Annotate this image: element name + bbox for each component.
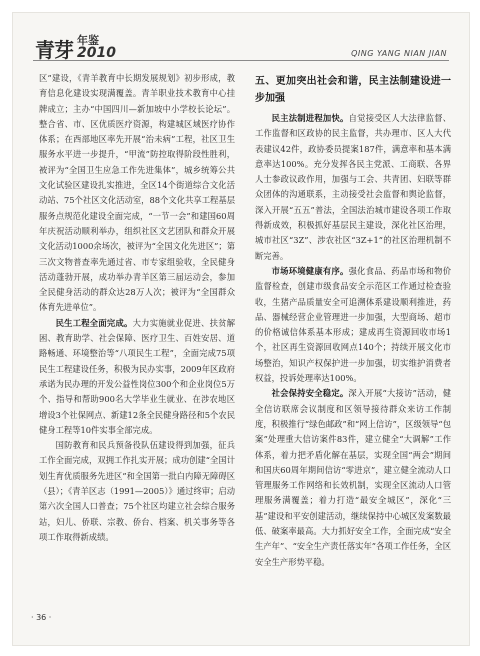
- header-pinyin: QING YANG NIAN JIAN: [351, 49, 447, 58]
- left-paragraph-2: [39, 316, 235, 438]
- logo-year: 2010: [77, 45, 116, 61]
- right-paragraph-1-body: 自觉接受区人大法律监督、工作监督和区政协的民主监督，共办理市、区人大代表建议42件，政协委员提案187件，满意率和基本满意率达100%。充分发挥各民主党派、工商联、各界人士参政议政作用，加强与工会、共青团、妇联等群众团体的沟通联系，主动接受社会监督和舆论监督，深入开展“五五”普法，全国法治城市建设各项工作取得新成效，积极抓好基层民主建设，深化社区治理，城市社区“3Z”、涉农社区“3Z+1”的社区治理机制不断完善。: [255, 113, 451, 261]
- left-paragraph-1: 区”建设，《青羊教育中长期发展规划》初步形成，教育信息化建设实现满覆盖。青羊职业技术教育中心挂牌成立；主办“中国四川—新加坡中小学校长论坛”。整合省、市、区优质医疗资源，构建城区域医疗协作体系；在西部地区率先开展“治未病”工程，社区卫生服务水平进一步提升，“甲流”防控取得阶段性胜利，被评为“全国卫生应急工作先进集体”，城乡统筹公共文化试验区建设扎实推进，全区14个街道综合文化活动站、75个社区文化活动室，88个文化共享工程基层服务点规范化建设全面完成，“一节一会”和建国60周年庆祝活动顺利举办，组织社区文艺团队和群众开展文化活动1000余场次，被评为“全国文化先进区”；第三次文物普查率先通过省、市专家组验收，全民健身活动蓬勃开展，成功举办青羊区第三届运动会，参加全民健身活动的群众达28万人次；被评为“全国群众体育先进单位”。: [39, 73, 235, 313]
- right-paragraph-2-lead: 市场环境健康有序。: [271, 265, 349, 276]
- left-column: [39, 71, 235, 545]
- page-number: · 36 ·: [31, 613, 52, 622]
- page-header: [13, 13, 469, 63]
- header-divider: [33, 60, 449, 61]
- logo-main-text: 青芽: [35, 38, 73, 62]
- right-paragraph-3-lead: 社会保持安全稳定。: [271, 388, 349, 399]
- section-title: 五、更加突出社会和谐，民主法制建设进一步加强: [255, 76, 451, 104]
- left-paragraph-2-body: 大力实施就业促进、扶贫解困、教育助学、社会保障、医疗卫生、百姓安居、道路畅通、环境整治等“八项民生工程”，全面完成75项民生工程建设任务，积极为民办实事，2009年区政府承诺为民办理的开发公益性岗位300个和企业岗位5万个、指导和帮助900名大学毕业生就业、在涉农地区增设3个社保网点、新建12条全民健身路径和5个农民健身工程等10件实事全部完成。: [39, 317, 235, 435]
- right-paragraph-1-lead: 民主法制进程加快。: [271, 113, 349, 123]
- right-paragraph-3: [255, 386, 451, 570]
- right-paragraph-1: [255, 111, 451, 264]
- right-paragraph-2: [255, 264, 451, 386]
- logo-sub-text: 年鉴: [77, 34, 99, 47]
- left-paragraph-3: 国防教育和民兵预备役队伍建设得到加强，征兵工作全面完成，双拥工作扎实开展；成功创建“全国计划生育优质服务先进区”和全国第一批白内障无障碍区（县）；《青羊区志（1991—2005）》通过终审；启动第六次全国人口普查；75个社区均建立社会综合服务站，妇儿、侨联、宗教、侨台、档案、机关事务等各项工作取得新成绩。: [39, 440, 235, 542]
- right-paragraph-2-body: 强化食品、药品市场和物价监督检查，创建市级食品安全示范区工作通过检查验收，生猪产品质量安全可追溯体系建设顺利推进，药品、器械经营企业管理进一步加强，大型商场、超市的价格诚信体系基本形成；建成再生资源回收市场1个，社区再生资源回收网点140个；持续开展文化市场整治，知识产权保护进一步加强，切实维护消费者权益，投诉处理率达100%。: [255, 265, 451, 384]
- left-paragraph-2-lead: 民生工程全面完成。: [55, 317, 133, 328]
- logo-year-block: [77, 35, 116, 60]
- page-sheet: [12, 12, 470, 646]
- right-paragraph-3-body: 深入开展“大接访”活动，健全信访联席会议制度和区领导接待群众来访工作制度，积极推行“绿色邮政”和“网上信访”，区级领导“包案”处理重大信访案件83件，建立健全“大调解”工作体系，着力把矛盾化解在基层，实现全国“两会”期间和国庆60周年期间信访“零进京”，建立健全流动人口管理服务工作网络和长效机制，实现全区流动人口管理服务满覆盖；着力打造“最安全城区”，深化“三基”建设和平安创建活动，继续保持中心城区发案数最低、破案率最高。大力抓好安全工作，全面完成“安全生产年”、“安全生产责任落实年”各项工作任务，全区安全生产形势平稳。: [255, 388, 451, 567]
- right-column: [255, 71, 451, 570]
- yearbook-logo: [35, 35, 116, 60]
